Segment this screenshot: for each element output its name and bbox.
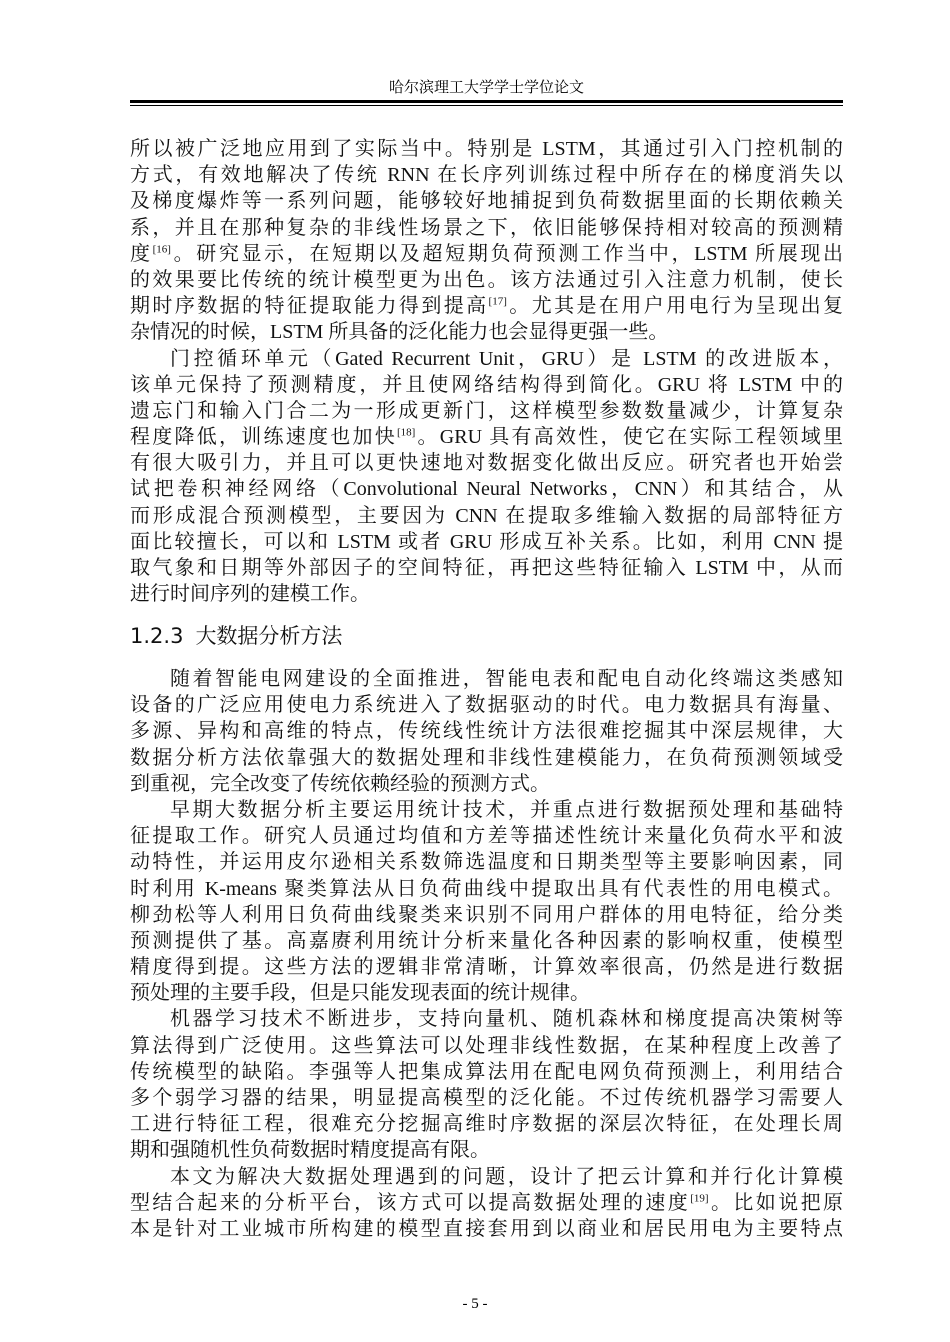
section-number: 1.2.3 <box>130 624 184 648</box>
text-line: 预处理的主要手段，但是只能发现表面的统计规律。 <box>130 982 590 1005</box>
text-line: 早期大数据分析主要运用统计技术，并重点进行数据预处理和基础特 <box>170 798 843 821</box>
citation-17: [17] <box>488 295 507 308</box>
text-line <box>130 241 843 267</box>
text-line: 试把卷积神经网络（Convolutional Neural Networks，CNN）和其结合，从 <box>130 478 843 501</box>
citation-18: [18] <box>396 426 416 439</box>
text-line: 多个弱学习器的结果，明显提高模型的泛化能。不过传统机器学习需要人 <box>130 1087 843 1109</box>
text-segment: 度 <box>130 242 153 265</box>
text-line: 动特性，并运用皮尔逊相关系数筛选温度和日期类型等主要影响因素，同 <box>130 851 843 874</box>
text-line: 工进行特征工程，很难充分挖掘高维时序数据的深层次特征，在处理长周 <box>130 1113 843 1136</box>
text-line: 面比较擅长，可以和 LSTM 或者 GRU 形成互补关系。比如，利用 CNN 提 <box>130 530 843 553</box>
section-heading <box>130 620 843 650</box>
text-line: 方式，有效地解决了传统 RNN 在长序列训练过程中所存在的梯度消失以 <box>130 164 843 187</box>
running-header: 哈尔滨理工大学学士学位论文 <box>388 78 584 96</box>
citation-19: [19] <box>690 1192 709 1205</box>
text-line: 数据分析方法依靠强大的数据处理和非线性建模能力，在负荷预测领域受 <box>130 746 843 769</box>
text-line <box>130 293 843 319</box>
text-line: 设备的广泛应用使电力系统进入了数据驱动的时代。电力数据具有海量、 <box>130 694 843 717</box>
text-line: 精度得到提。这些方法的逻辑非常清晰，计算效率很高，仍然是进行数据 <box>130 956 843 979</box>
text-line: 取气象和日期等外部因子的空间特征，再把这些特征输入 LSTM 中，从而 <box>130 557 843 579</box>
text-segment: 。尤其是在用户用电行为呈现出复 <box>506 295 843 318</box>
header-rule-thick <box>130 100 843 103</box>
text-line: 杂情况的时候，LSTM 所具备的泛化能力也会显得更强一些。 <box>130 321 669 344</box>
text-line: 本是针对工业城市所构建的模型直接套用到以商业和居民用电为主要特点 <box>130 1217 843 1240</box>
text-segment: 型结合起来的分析平台，该方式可以提高数据处理的速度 <box>130 1191 691 1214</box>
text-segment: 。比如说把原 <box>708 1191 843 1214</box>
text-line: 而形成混合预测模型，主要因为 CNN 在提取多维输入数据的局部特征方 <box>130 504 843 527</box>
text-line: 期和强随机性负荷数据时精度提高有限。 <box>130 1139 490 1162</box>
section-title: 大数据分析方法 <box>195 624 343 648</box>
text-line: 机器学习技术不断进步，支持向量机、随机森林和梯度提高决策树等 <box>170 1008 843 1031</box>
text-line: 算法得到广泛使用。这些算法可以处理非线性数据，在某种程度上改善了 <box>130 1034 843 1057</box>
text-line: 传统模型的缺陷。李强等人把集成算法用在配电网负荷预测上，利用结合 <box>130 1060 843 1083</box>
text-line: 门控循环单元（Gated Recurrent Unit，GRU）是 LSTM 的改进版本， <box>170 347 843 370</box>
text-line: 多源、异构和高维的特点，传统线性统计方法很难挖掘其中深层规律，大 <box>130 720 843 743</box>
section-1-2-3-text <box>130 666 843 1242</box>
text-line: 进行时间序列的建模工作。 <box>130 583 370 606</box>
text-line: 征提取工作。研究人员通过均值和方差等描述性统计来量化负荷水平和波 <box>130 825 843 848</box>
citation-16: [16] <box>152 243 171 256</box>
text-line: 系，并且在那种复杂的非线性场景之下，依旧能够保持相对较高的预测精 <box>130 216 843 239</box>
text-line: 遗忘门和输入门合二为一形成更新门，这样模型参数数量减少，计算复杂 <box>130 399 843 422</box>
text-line: 预测提供了基。高嘉赓利用统计分析来量化各种因素的影响权重，使模型 <box>130 929 843 952</box>
text-line: 该单元保持了预测精度，并且使网络结构得到简化。GRU 将 LSTM 中的 <box>130 373 843 396</box>
text-segment: 期时序数据的特征提取能力得到提高 <box>130 295 489 318</box>
text-line: 柳劲松等人利用日负荷曲线聚类来识别不同用户群体的用电特征，给分类 <box>130 903 843 926</box>
section-1-2-2-text <box>130 136 843 607</box>
text-line: 所以被广泛地应用到了实际当中。特别是 LSTM，其通过引入门控机制的 <box>130 138 843 160</box>
text-line: 及梯度爆炸等一系列问题，能够较好地捕捉到负荷数据里面的长期依赖关 <box>130 190 843 213</box>
text-line: 本文为解决大数据处理遇到的问题，设计了把云计算和并行化计算模 <box>170 1165 843 1188</box>
text-line: 随着智能电网建设的全面推进，智能电表和配电自动化终端这类感知 <box>170 668 843 690</box>
text-line: 有很大吸引力，并且可以更快速地对数据变化做出反应。研究者也开始尝 <box>130 452 843 475</box>
text-line <box>130 1190 843 1216</box>
page-number: - 5 - <box>462 1296 488 1312</box>
text-line: 到重视，完全改变了传统依赖经验的预测方式。 <box>130 772 550 795</box>
text-segment: 程度降低，训练速度也加快 <box>130 426 397 449</box>
text-line: 时利用 K-means 聚类算法从日负荷曲线中提取出具有代表性的用电模式。 <box>130 877 843 900</box>
text-segment: 。研究显示，在短期以及超短期负荷预测工作当中，LSTM 所展现出 <box>170 242 843 265</box>
header-rule-thin <box>130 105 843 106</box>
text-line: 的效果要比传统的统计模型更为出色。该方法通过引入注意力机制，使长 <box>130 268 843 291</box>
text-line <box>130 424 843 450</box>
text-segment: 。GRU 具有高效性，使它在实际工程领域里 <box>415 426 843 449</box>
